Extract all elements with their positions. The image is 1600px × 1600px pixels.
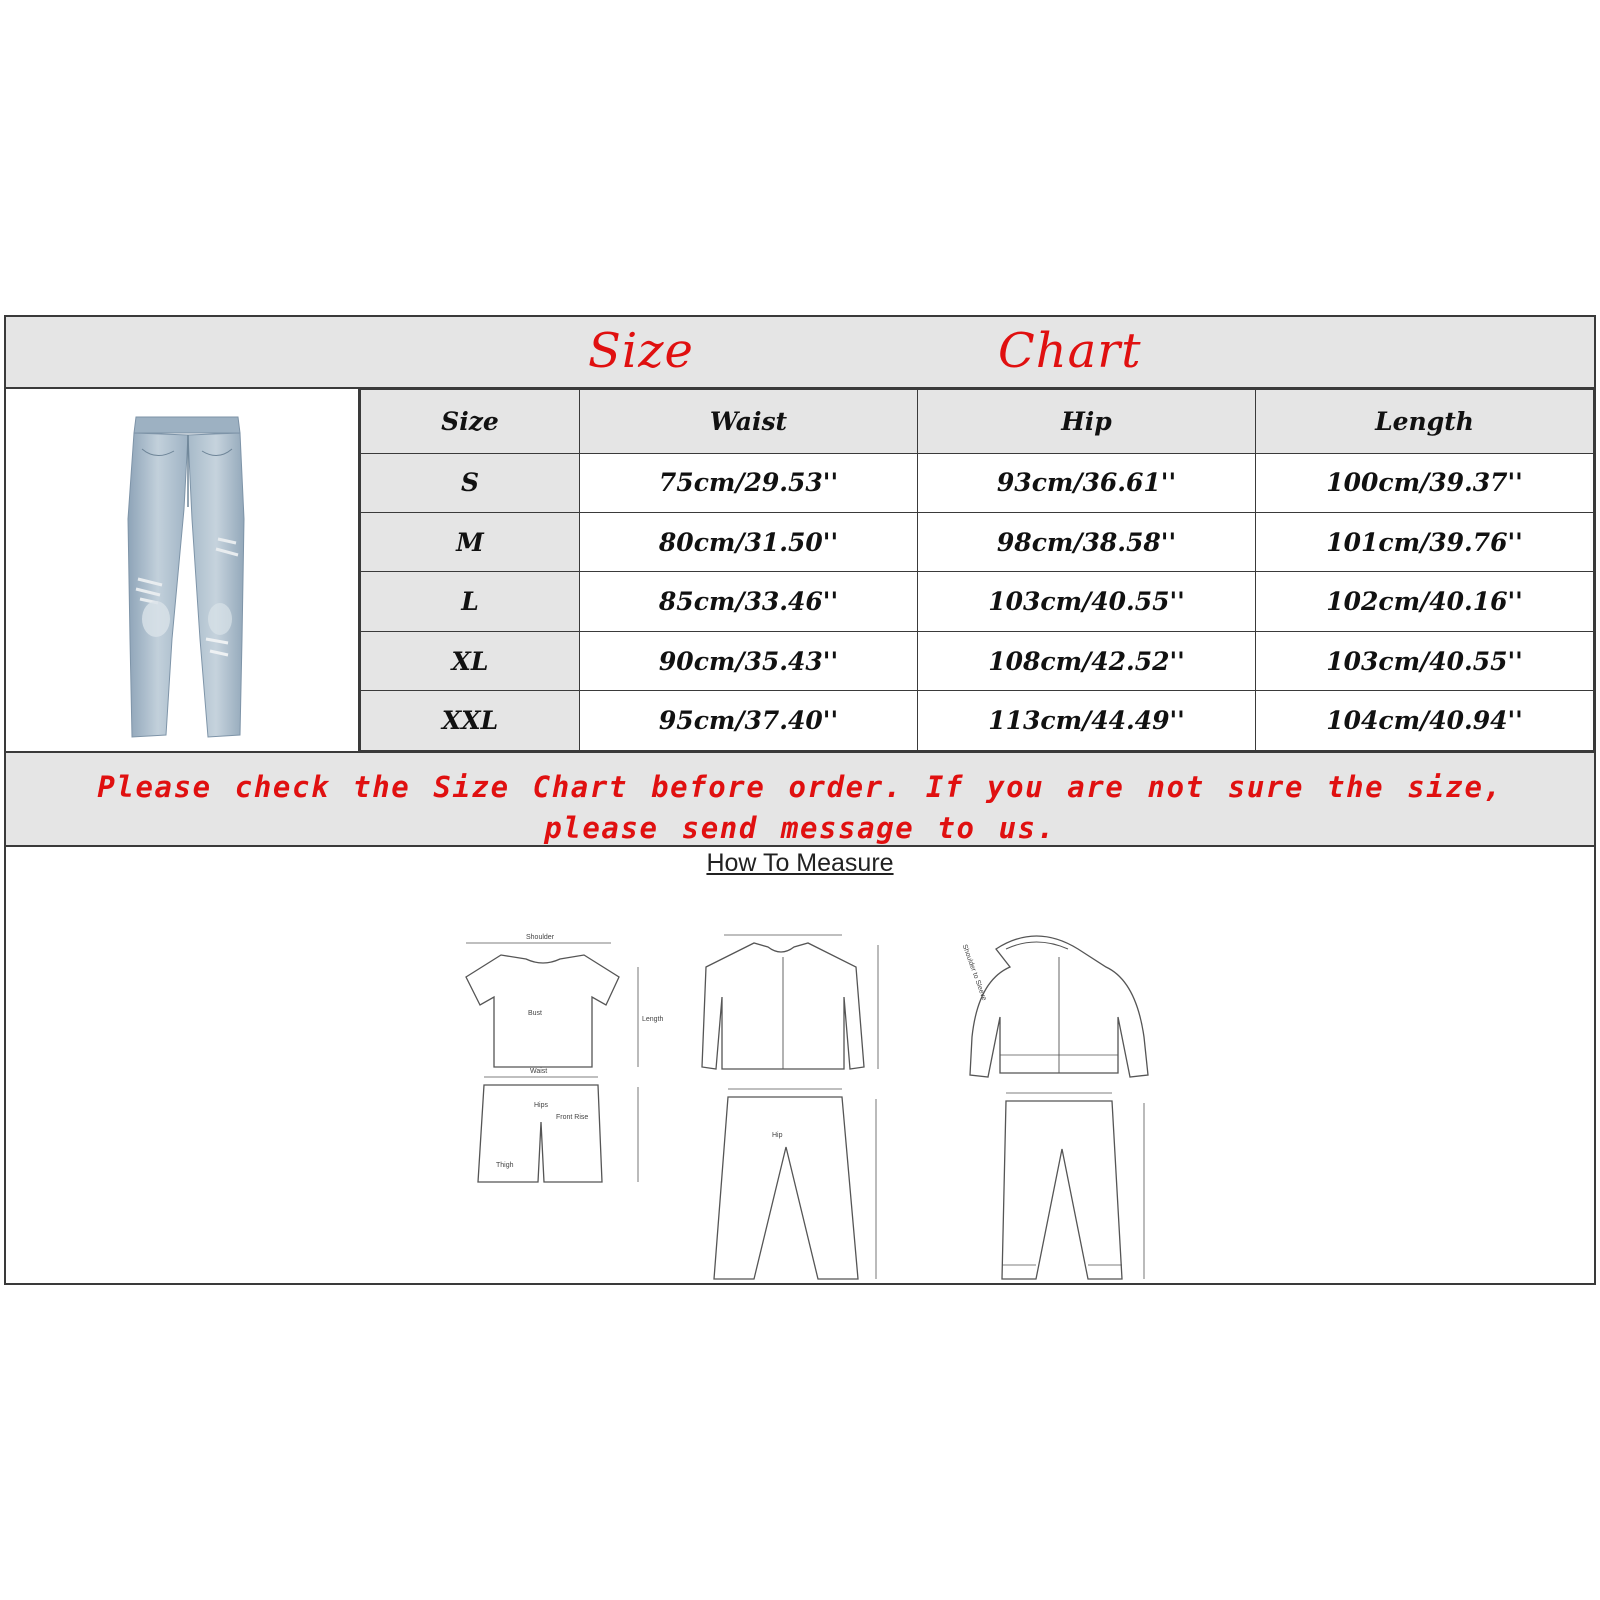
table-row [361,691,1594,751]
title-word-chart: Chart [998,323,1142,379]
length-cell: 104cm/40.94'' [1256,691,1594,751]
hip-cell: 98cm/38.58'' [918,513,1256,572]
jeans-product-image [6,389,360,751]
length-cell: 103cm/40.55'' [1256,631,1594,690]
header-length: Length [1256,390,1594,454]
size-chart-frame [4,315,1596,1285]
waist-cell: 85cm/33.46'' [580,572,918,631]
label-hip: Hip [772,1132,783,1139]
label-shoulder-to-sleeve: Shoulder to Sleeve [960,943,988,1002]
title-word-size: Size [588,323,694,379]
hip-cell: 103cm/40.55'' [918,572,1256,631]
notice-band [6,751,1594,847]
label-front-rise: Front Rise [556,1114,589,1121]
size-cell: L [361,572,580,631]
size-table [360,389,1594,751]
size-cell: XL [361,631,580,690]
length-cell: 101cm/39.76'' [1256,513,1594,572]
size-cell: M [361,513,580,572]
table-row [361,572,1594,631]
waist-cell: 75cm/29.53'' [580,453,918,512]
hip-cell: 113cm/44.49'' [918,691,1256,751]
table-row [361,631,1594,690]
label-bust: Bust [528,1010,543,1017]
label-waist: Waist [530,1068,548,1075]
product-image-cell [6,389,360,751]
table-header-row [361,390,1594,454]
how-to-measure-title [6,849,1594,878]
length-cell: 102cm/40.16'' [1256,572,1594,631]
hip-cell: 93cm/36.61'' [918,453,1256,512]
title-band [6,317,1594,389]
waist-cell: 80cm/31.50'' [580,513,918,572]
hip-cell: 108cm/42.52'' [918,631,1256,690]
size-cell: S [361,453,580,512]
label-hips: Hips [534,1102,549,1109]
notice-text: Please check the Size Chart before order. If you are not sure the size, please send message to us. [97,770,1503,845]
size-cell: XXL [361,691,580,751]
header-hip: Hip [918,390,1256,454]
label-thigh: Thigh [496,1162,514,1169]
waist-cell: 90cm/35.43'' [580,631,918,690]
how-to-measure-label: How To Measure [706,849,894,877]
header-size: Size [361,390,580,454]
length-cell: 100cm/39.37'' [1256,453,1594,512]
table-row [361,453,1594,512]
table-row [361,513,1594,572]
label-shoulder: Shoulder [526,934,555,941]
how-to-measure-diagram [406,887,1206,1287]
label-length: Length [642,1016,664,1023]
waist-cell: 95cm/37.40'' [580,691,918,751]
header-waist: Waist [580,390,918,454]
